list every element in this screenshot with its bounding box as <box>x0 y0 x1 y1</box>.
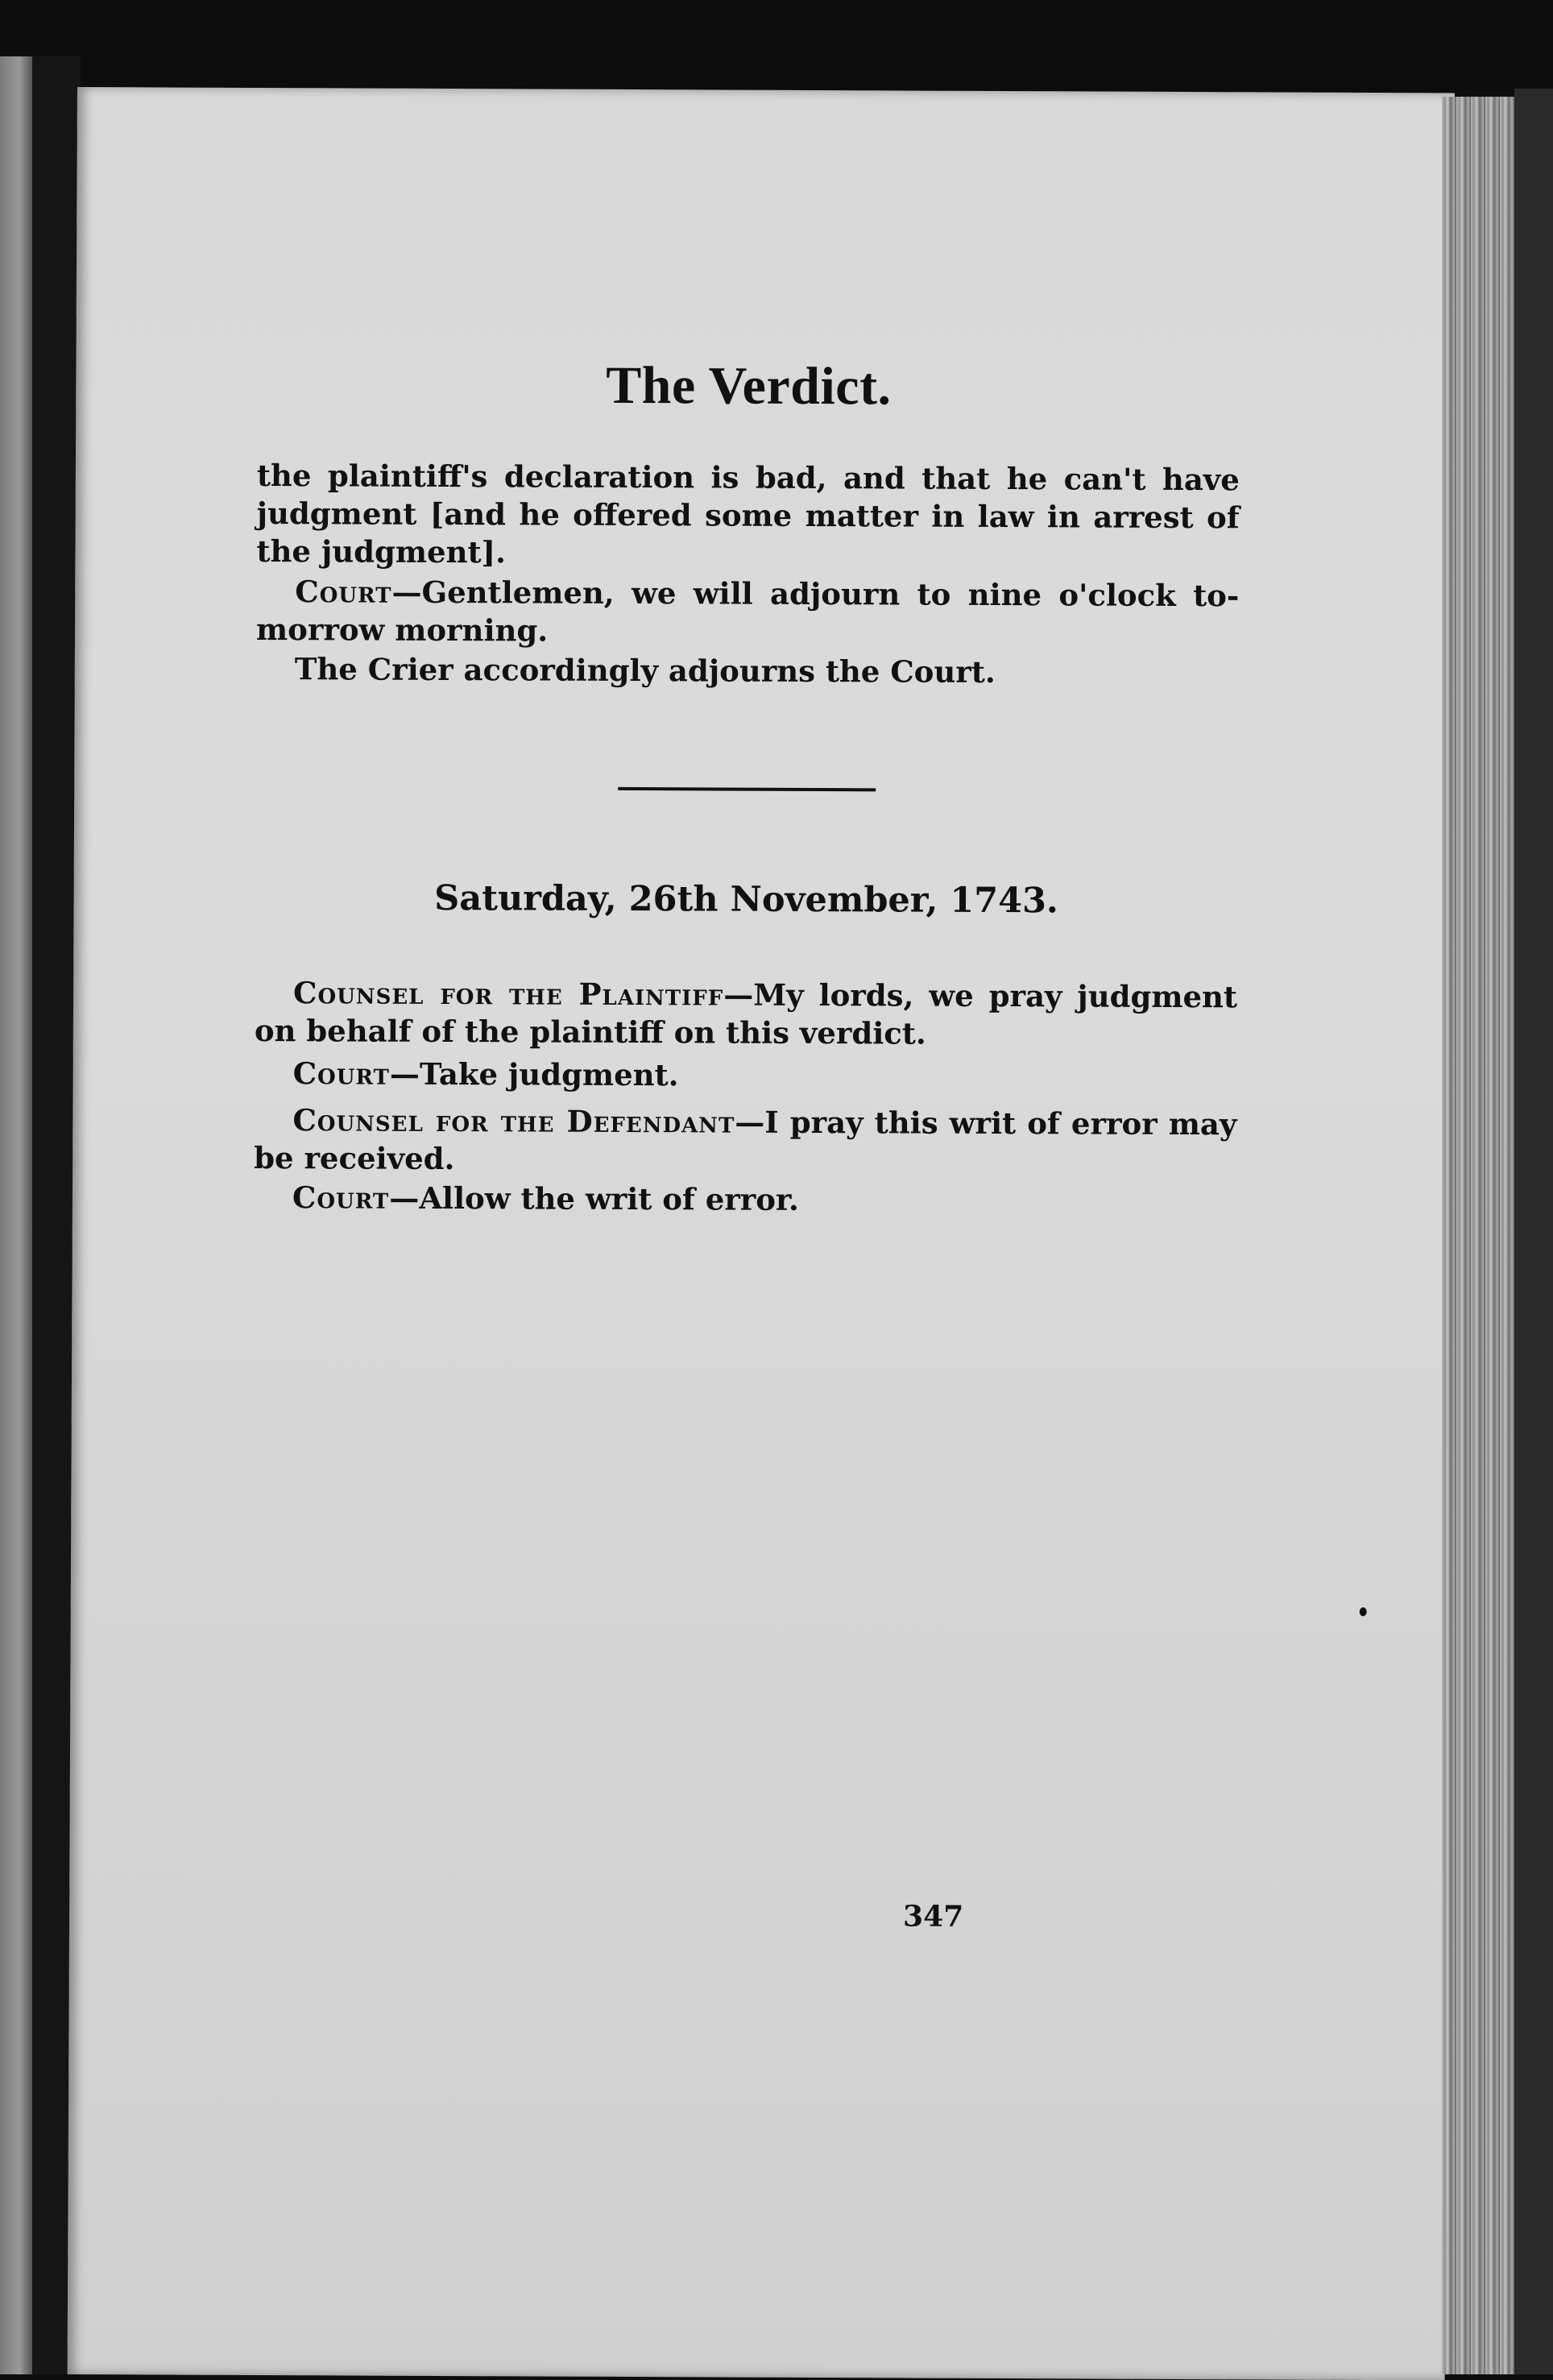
speaker-label: Court <box>292 1055 391 1092</box>
running-title: The Verdict. <box>606 355 892 417</box>
paragraph-text: —Gentlemen, we will adjourn to nine o'clock to-morrow morning. <box>255 574 1240 649</box>
paragraph-text: —My lords, we pray judgment on behalf of the plaintiff on this verdict. <box>254 976 1238 1051</box>
speaker-label: Counsel for the Plaintiff <box>293 975 724 1013</box>
paragraph-counsel-plaintiff <box>255 974 1237 1054</box>
paragraph-court-allow-writ <box>254 1179 1236 1221</box>
paragraph-declaration <box>256 457 1240 574</box>
page-number: 347 <box>903 1899 964 1934</box>
paragraph-court-take-judgment <box>255 1055 1237 1097</box>
paragraph-text: —Allow the writ of error. <box>389 1180 800 1217</box>
paragraph-counsel-defendant <box>254 1101 1236 1181</box>
speaker-label: Court <box>295 574 392 610</box>
paragraph-court-adjourn <box>256 573 1239 653</box>
paragraph-crier <box>256 650 1239 692</box>
paragraph-text: —I pray this writ of error may be received. <box>254 1104 1237 1177</box>
paragraph-text: —Take judgment. <box>389 1055 679 1093</box>
book-page <box>68 87 1455 2380</box>
film-frame-left-strip <box>0 56 32 2374</box>
speaker-label: Counsel for the Defendant <box>292 1102 735 1140</box>
speaker-label: Court <box>292 1180 390 1216</box>
paragraph-text: the plaintiff's declaration is bad, and that he can't have judgment [and he offered some matter in law in arrest of the judgment]. <box>256 457 1240 570</box>
section-divider-rule <box>618 787 876 791</box>
paragraph-text: The Crier accordingly adjourns the Court. <box>294 651 996 690</box>
page-text-block <box>254 354 1240 1217</box>
date-heading: Saturday, 26th November, 1743. <box>434 877 1059 922</box>
film-frame-right-edge <box>1514 89 1553 2374</box>
ink-speck <box>1360 1607 1367 1616</box>
